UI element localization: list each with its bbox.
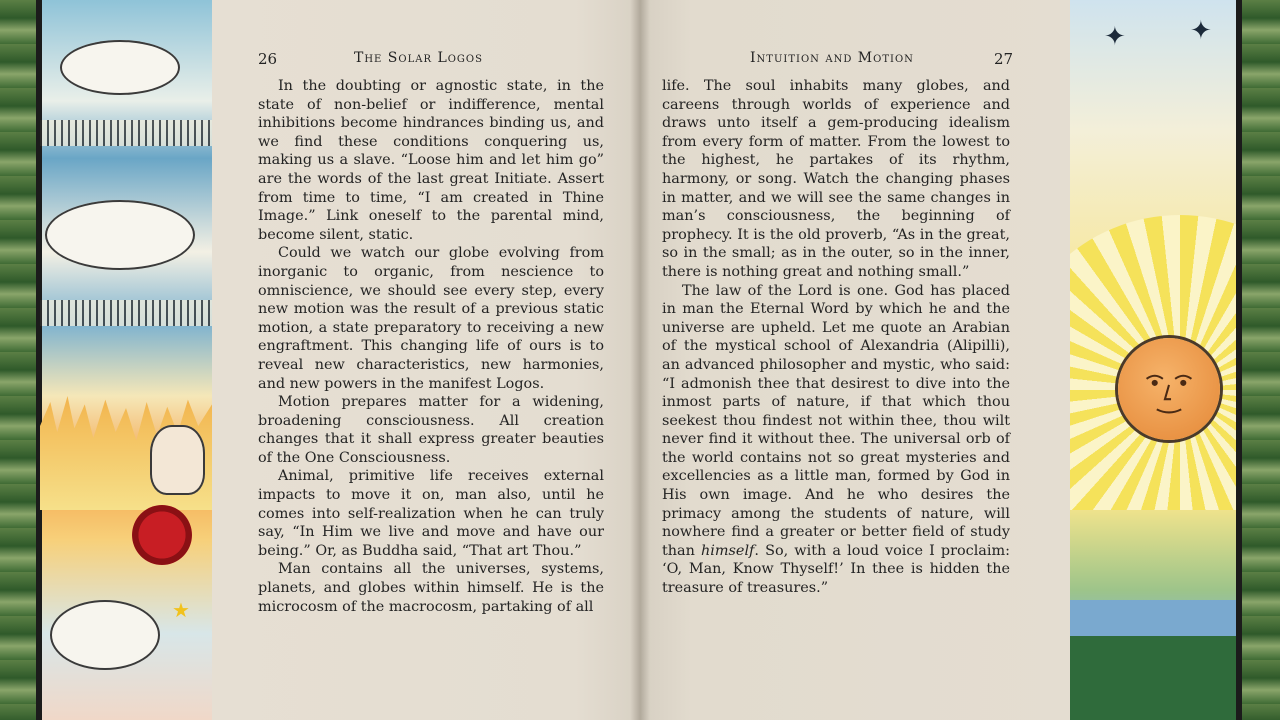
paragraph: life. The soul inhabits many globes, and careens through worlds of experience and draws unto itself a gem-producing idealism from every form of matter. From the lowest to the highest, he partakes of its rhythm, harmony, or song. Watch the changing phases in matter, and we will see the same changes in man’s consciousness, the beginning of prophecy. It is the old proverb, “As in the great, so in the small; as in the outer, so in the inner, there is nothing great and nothing small.” [662,78,1010,280]
cloud [60,40,180,95]
star-icon: ★ [172,598,190,622]
right-frame-line [1236,0,1242,720]
right-page [640,0,1070,720]
hand [150,425,205,495]
cloud [50,600,160,670]
paragraph: In the doubting or agnostic state, in the state of non-belief or indifference, mental inhibitions become hindrances binding us, and we find these conditions conquering us, making us a slave. “Loose him and let him go” are the words of the last great Initiate. Assert from time to time, “I am created in Thine Image.” Link oneself to the parental mind, become silent, static. [258,78,604,243]
star-icon: ✦ [1190,16,1212,46]
paragraph [662,282,1010,598]
paragraph-text: . So, with a loud voice I proclaim: ‘O, Man, Know Thyself!’ In thee is hidden the treasure of treasures.” [662,542,1010,597]
star-icon: ✦ [1104,22,1126,52]
sun-face-drawing [1118,338,1220,440]
right-page-text [662,77,1010,598]
running-head-left: The Solar Logos [354,50,483,66]
cloud [45,200,195,270]
paragraph: Could we watch our globe evolving from inorganic to organic, from nescience to omniscience, we should see every step, every new motion was the result of a previous static motion, a state preparatory to receiving a new engraftment. This changing life of ours is to reveal new characteristics, new harmonies, and new powers in the manifest Logos. [258,245,604,392]
red-rose [132,505,192,565]
paragraph: Motion prepares matter for a widening, broadening consciousness. All creation changes that it shall express greater beauties of the One Consciousness. [258,394,604,466]
ray-stripe [40,300,212,326]
left-frame-line [36,0,42,720]
sun-face-icon [1118,338,1220,440]
paragraph-text: The law of the Lord is one. God has placed in man the Eternal Word by which he and the universe are upheld. Let me quote an Arabian of the mystical school of Alexandria (Alipilli), an advanced philosopher and mystic, who said: “I admonish thee that desirest to dive into the inmost parts of nature, if that which thou seekest thou findest not within thee, thou wilt never find it without thee. The universal orb of the world contains not so great mysteries and excellencies as a little man, formed by God in His own image. And he who desires the primacy among the students of nature, will nowhere find a greater or better field of study than [662,282,1010,559]
paragraph: Animal, primitive life receives external impacts to move it on, man also, until he comes into self-realization when he can truly say, “In Him we live and move and have our being.” Or, as Buddha said, “That art Thou.” [258,468,604,559]
page-number-left: 26 [258,50,278,68]
book-gutter [630,0,650,720]
book-spread [212,0,1070,720]
right-border-pillar [1242,0,1280,720]
page-number-right: 27 [994,50,1014,68]
paragraph: Man contains all the universes, systems, planets, and globes within himself. He is the microcosm of the macrocosm, partaking of all [258,561,604,615]
left-border-pillar [0,0,38,720]
left-page [212,0,640,720]
ray-stripe [40,120,212,146]
left-illustration [0,0,212,720]
left-page-text [258,77,604,616]
running-head-right: Intuition and Motion [750,50,914,66]
italic-word: himself [701,542,755,559]
